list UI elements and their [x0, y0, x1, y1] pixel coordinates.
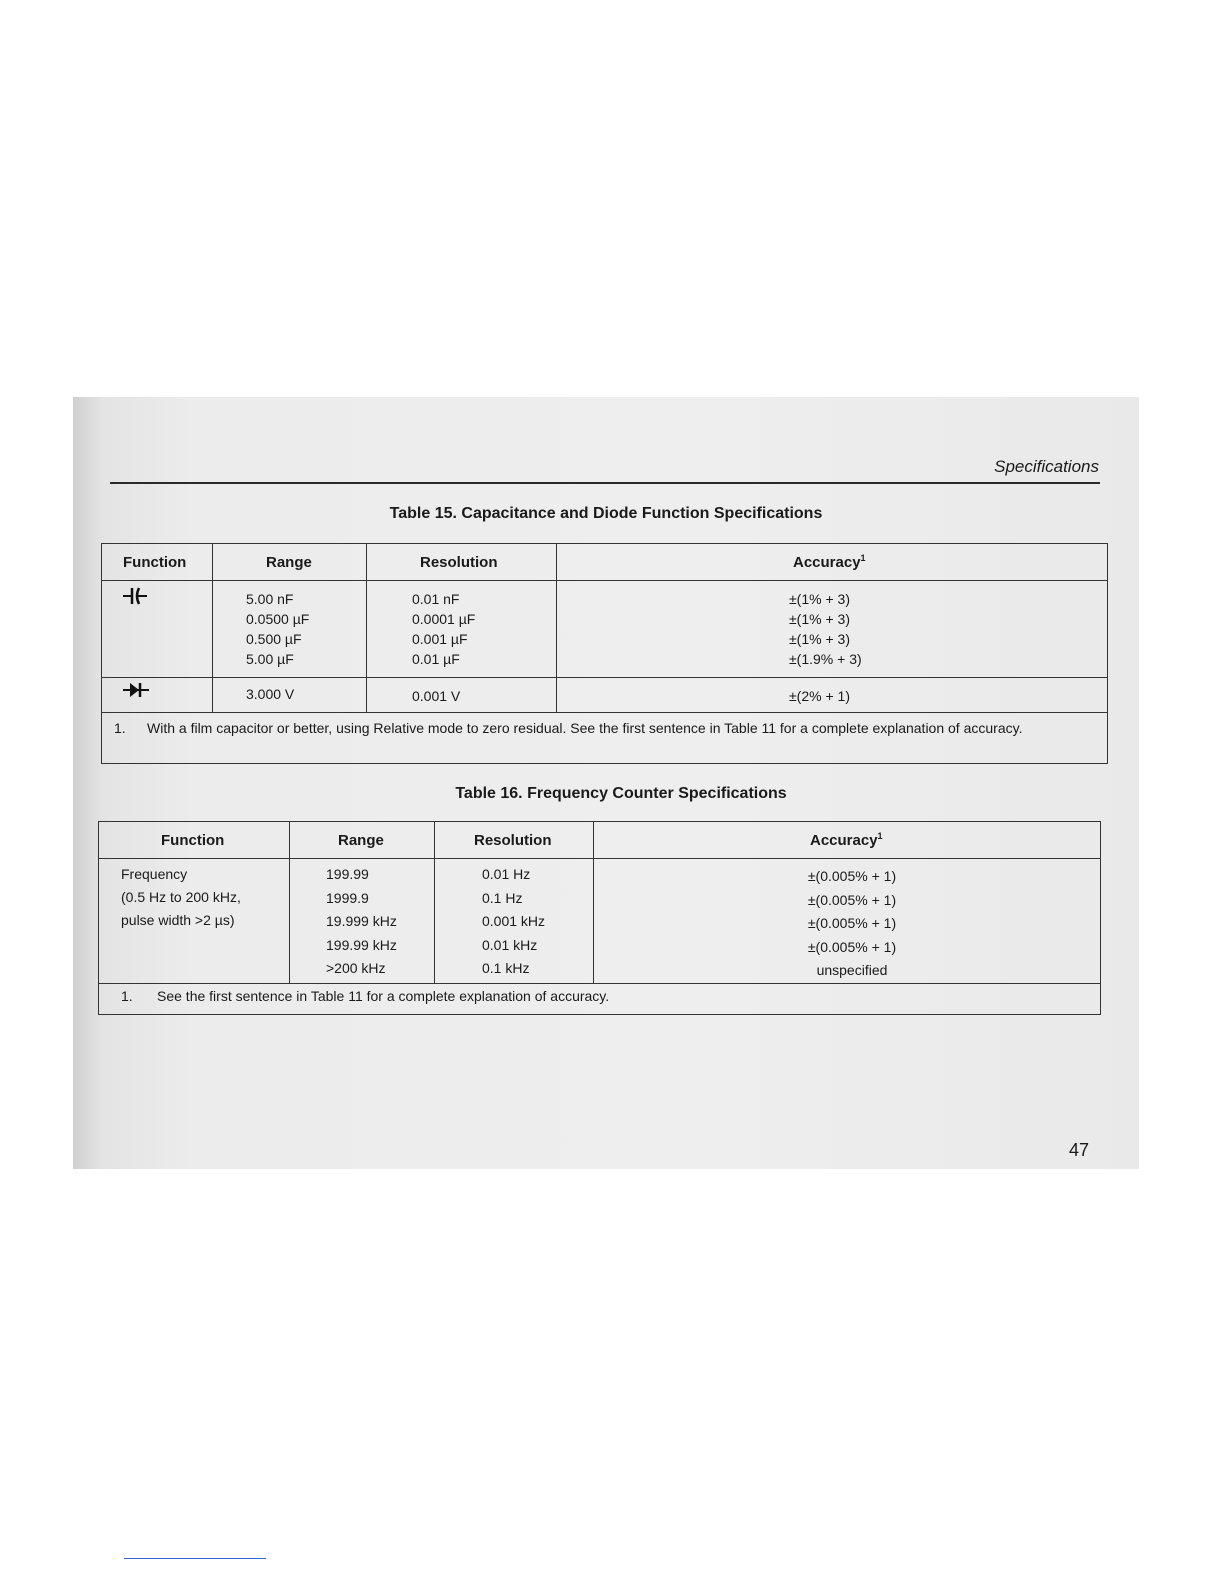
accuracy-value: ±(1% + 3)	[789, 631, 850, 647]
table-row	[102, 581, 1108, 678]
col-range: Range	[213, 544, 367, 581]
scanned-page	[73, 397, 1139, 1169]
range-cell	[213, 678, 367, 713]
range-value: 19.999 kHz	[326, 913, 397, 929]
table-15	[101, 543, 1108, 764]
function-line: (0.5 Hz to 200 kHz,	[121, 889, 241, 905]
accuracy-value: ±(1% + 3)	[789, 591, 850, 607]
diode-icon	[123, 682, 149, 701]
footnote-cell	[102, 713, 1108, 764]
col-function: Function	[102, 544, 213, 581]
range-value: 199.99	[326, 866, 369, 882]
accuracy-cell	[594, 859, 1101, 984]
range-value: >200 kHz	[326, 960, 386, 976]
resolution-value: 0.001 V	[412, 688, 461, 704]
resolution-value: 0.1 Hz	[482, 889, 523, 906]
table-15-title: Table 15. Capacitance and Diode Function Specifications	[389, 505, 823, 522]
capacitor-icon	[123, 587, 147, 608]
accuracy-label: Accuracy	[793, 554, 861, 571]
resolution-cell	[367, 581, 557, 678]
accuracy-value: unspecified	[816, 962, 888, 978]
resolution-value: 0.01 µF	[412, 651, 460, 667]
accuracy-cell	[557, 581, 1108, 678]
col-resolution: Resolution	[435, 822, 594, 859]
range-cell	[213, 581, 367, 678]
page-number: 47	[1068, 1140, 1089, 1160]
footnote-cell	[99, 983, 1101, 1014]
resolution-value: 0.01 nF	[412, 591, 460, 607]
table-header-row	[99, 822, 1101, 859]
col-accuracy	[557, 544, 1108, 581]
accuracy-value: ±(0.005% + 1)	[807, 938, 897, 955]
range-value: 0.0500 µF	[246, 611, 310, 627]
resolution-cell	[435, 859, 594, 984]
accuracy-label: Accuracy	[810, 832, 878, 849]
accuracy-value: ±(0.005% + 1)	[807, 868, 897, 884]
range-value: 199.99 kHz	[326, 936, 397, 953]
range-value: 1999.9	[326, 889, 369, 906]
range-cell	[290, 859, 435, 984]
col-function: Function	[99, 822, 290, 859]
accuracy-value: ±(2% + 1)	[789, 688, 850, 704]
resolution-value: 0.01 Hz	[482, 866, 531, 882]
footnote-ref: 1	[877, 831, 883, 841]
col-range: Range	[290, 822, 435, 859]
table-16	[98, 821, 1101, 1015]
section-header: Specifications	[994, 457, 1099, 476]
function-line: pulse width >2 µs)	[121, 912, 235, 928]
range-value: 5.00 nF	[246, 591, 294, 607]
function-cell	[99, 859, 290, 984]
footnote-row	[102, 713, 1108, 764]
function-cell	[102, 581, 213, 678]
link-underline	[124, 1558, 266, 1559]
accuracy-value: ±(0.005% + 1)	[807, 915, 897, 931]
range-value: 0.500 µF	[246, 631, 302, 647]
accuracy-cell	[557, 678, 1108, 713]
table-row	[99, 859, 1101, 984]
footnote-row	[99, 983, 1101, 1014]
table-row	[102, 678, 1108, 713]
function-line: Frequency	[121, 866, 188, 882]
function-cell	[102, 678, 213, 713]
table-header-row	[102, 544, 1108, 581]
resolution-value: 0.001 µF	[412, 631, 468, 647]
footnote-text: With a film capacitor or better, using Relative mode to zero residual. See the first sentence in Table 11 for a complete explanation of accuracy.	[147, 720, 1023, 736]
accuracy-value: ±(1% + 3)	[789, 611, 850, 627]
resolution-value: 0.0001 µF	[412, 611, 476, 627]
footnote-number: 1.	[114, 720, 126, 736]
table-16-title: Table 16. Frequency Counter Specifications	[455, 785, 787, 802]
col-resolution: Resolution	[367, 544, 557, 581]
resolution-cell	[367, 678, 557, 713]
range-value: 5.00 µF	[246, 651, 294, 667]
accuracy-value: ±(0.005% + 1)	[807, 891, 897, 908]
header-rule	[110, 482, 1100, 484]
resolution-value: 0.1 kHz	[482, 960, 530, 976]
accuracy-value: ±(1.9% + 3)	[789, 651, 862, 667]
footnote-number: 1.	[121, 987, 133, 1004]
footnote-text: See the first sentence in Table 11 for a complete explanation of accuracy.	[157, 987, 610, 1004]
footnote-ref: 1	[860, 553, 866, 563]
col-accuracy	[594, 822, 1101, 859]
resolution-value: 0.01 kHz	[482, 936, 538, 953]
range-value: 3.000 V	[246, 686, 295, 702]
resolution-value: 0.001 kHz	[482, 913, 546, 929]
